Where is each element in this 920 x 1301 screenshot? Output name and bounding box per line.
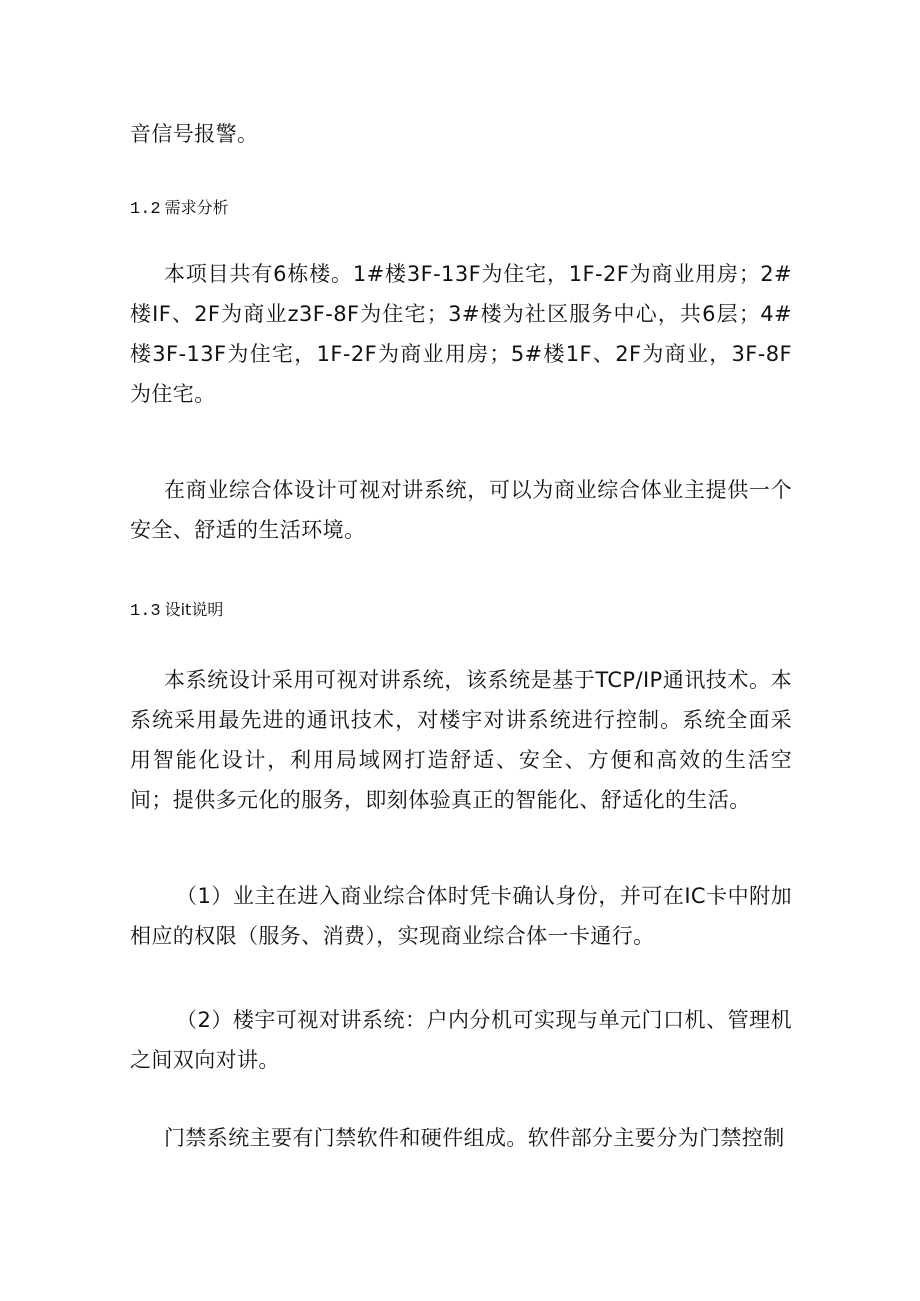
paragraph-item-1: （1）业主在进入商业综合体时凭卡确认身份，并可在IC卡中附加相应的权限（服务、消费），实现商业综合体一卡通行。 bbox=[130, 884, 792, 948]
section-heading-design bbox=[130, 598, 223, 624]
section-heading-requirements bbox=[130, 196, 229, 222]
paragraph-system-design: 本系统设计采用可视对讲系统，该系统是基于TCP/IP通讯技术。本系统采用最先进的通讯技术，对楼宇对讲系统进行控制。系统全面采用智能化设计，利用局域网打造舒适、安全、方便和高效的生活空间；提供多元化的服务，即刻体验真正的智能化、舒适化的生活。 bbox=[130, 668, 792, 812]
paragraph-alarm-end: 音信号报警。 bbox=[130, 122, 259, 146]
paragraph-intercom-purpose: 在商业综合体设计可视对讲系统，可以为商业综合体业主提供一个安全、舒适的生活环境。 bbox=[130, 478, 792, 542]
paragraph-item-2: （2）楼宇可视对讲系统：户内分机可实现与单元门口机、管理机之间双向对讲。 bbox=[130, 1008, 792, 1072]
section-number: 1.2 bbox=[130, 200, 161, 219]
section-number: 1.3 bbox=[130, 602, 161, 621]
section-title: 需求分析 bbox=[164, 198, 229, 217]
section-title: 设it说明 bbox=[164, 600, 224, 619]
paragraph-buildings: 本项目共有6栋楼。1#楼3F-13F为住宅，1F-2F为商业用房；2#楼IF、2F为商业z3F-8F为住宅；3#楼为社区服务中心，共6层；4#楼3F-13F为住宅，1F-2F为商业用房；5#楼1F、2F为商业，3F-8F为住宅。 bbox=[130, 262, 792, 406]
paragraph-access-control: 门禁系统主要有门禁软件和硬件组成。软件部分主要分为门禁控制 bbox=[164, 1126, 785, 1150]
